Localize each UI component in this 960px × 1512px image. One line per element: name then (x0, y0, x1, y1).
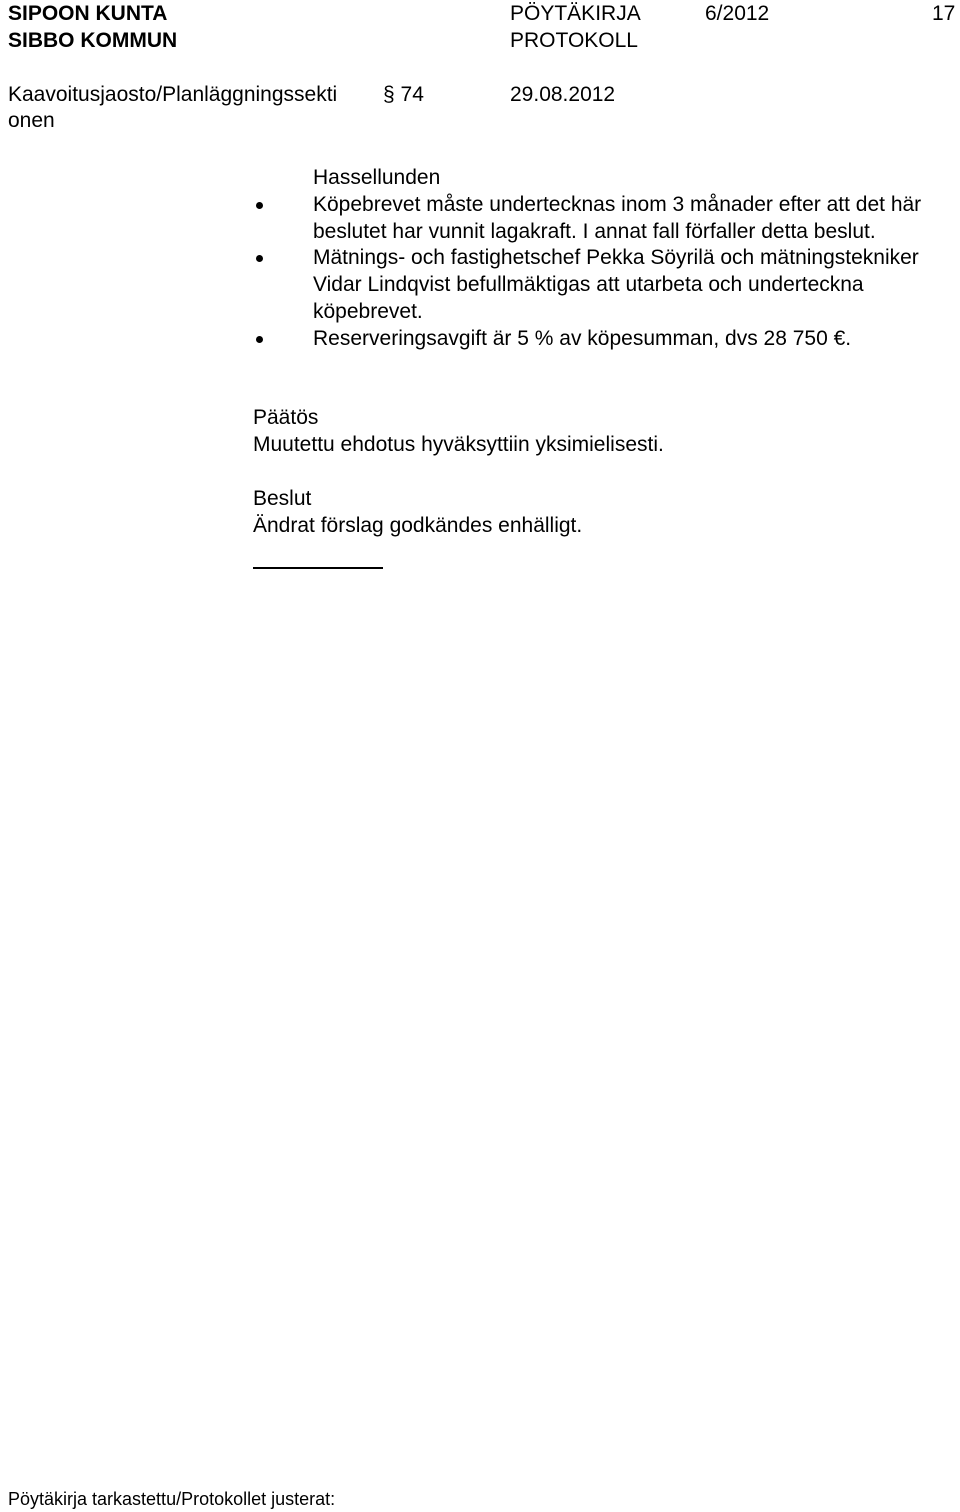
list-item (313, 326, 953, 353)
decision-text-sv: Ändrat förslag godkändes enhälligt. (253, 514, 583, 537)
page-number: 17 (932, 2, 956, 25)
subject-heading: Hassellunden (313, 166, 441, 189)
list-item (313, 245, 953, 325)
meeting-date: 29.08.2012 (510, 83, 616, 106)
decision-label-fi: Päätös (253, 406, 319, 429)
end-of-section-rule (253, 567, 383, 569)
bullet-icon (256, 336, 263, 343)
document-type-sv: PROTOKOLL (510, 29, 638, 52)
list-item-text: Mätnings- och fastighetschef Pekka Söyrilä och mätningstekniker Vidar Lindqvist befullmäktigas att utarbeta och underteckna köpebrevet. (313, 246, 919, 323)
document-type-fi: PÖYTÄKIRJA (510, 2, 641, 25)
terms-list (313, 192, 953, 352)
bullet-icon (256, 202, 263, 209)
section-number: § 74 (383, 83, 424, 106)
document-number: 6/2012 (705, 2, 770, 25)
organization-name-fi: SIPOON KUNTA (8, 2, 168, 25)
list-item-text: Reserveringsavgift är 5 % av köpesumman, dvs 28 750 €. (313, 326, 852, 350)
decision-label-sv: Beslut (253, 487, 312, 510)
footer-signature-note: Pöytäkirja tarkastettu/Protokollet justerat: (8, 1489, 336, 1509)
committee-name-continued: onen (8, 109, 55, 132)
bullet-icon (256, 255, 263, 262)
committee-name: Kaavoitusjaosto/Planläggningssekti (8, 83, 338, 106)
list-item (313, 192, 953, 245)
list-item-text: Köpebrevet måste undertecknas inom 3 månader efter att det här beslutet har vunnit lagakraft. I annat fall förfaller detta beslut. (313, 193, 922, 243)
decision-text-fi: Muutettu ehdotus hyväksyttiin yksimielisesti. (253, 433, 664, 456)
organization-name-sv: SIBBO KOMMUN (8, 29, 178, 52)
